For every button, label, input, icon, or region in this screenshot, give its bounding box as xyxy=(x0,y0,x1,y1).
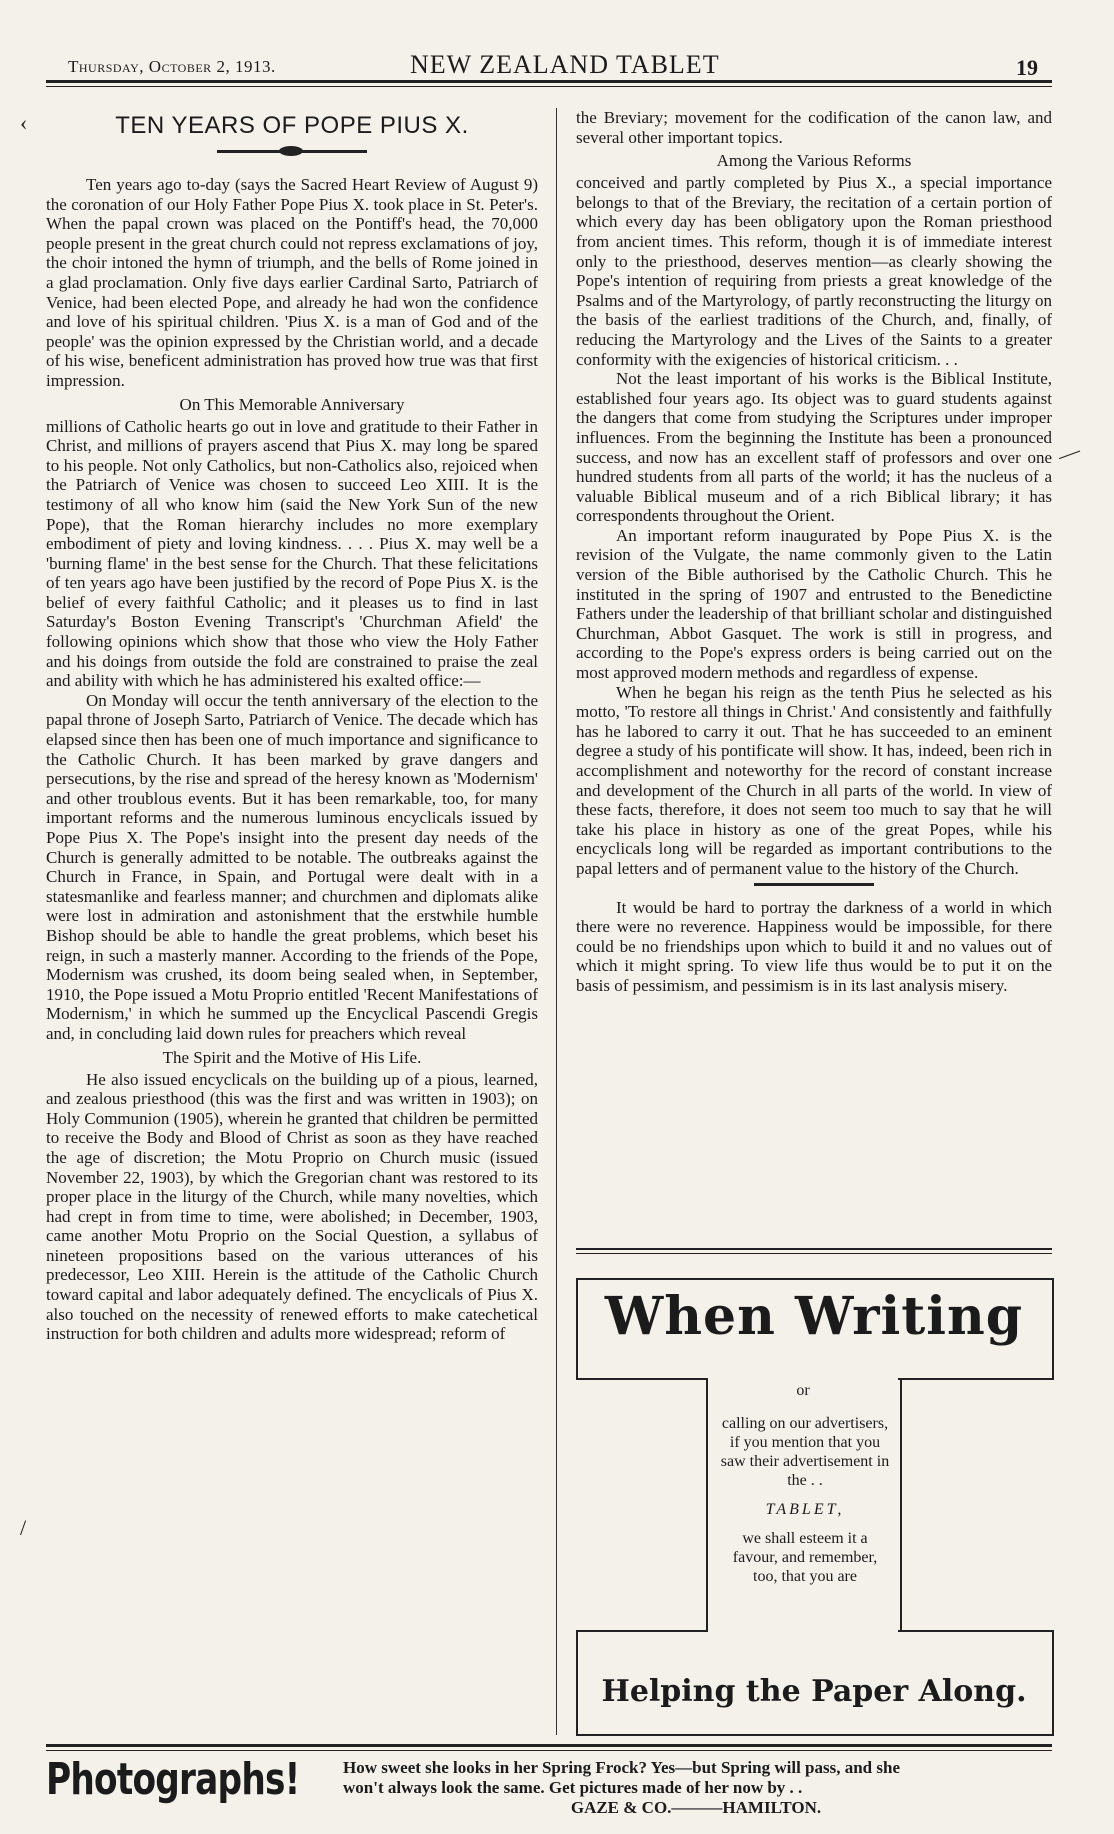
banner-rule-thick xyxy=(46,1744,1052,1747)
subheading-anniversary: On This Memorable Anniversary xyxy=(179,394,405,414)
banner-rule-thin xyxy=(46,1750,1052,1751)
banner-line-2: won't always look the same. Get pictures made of her now by . . xyxy=(343,1778,803,1797)
filler-paragraph: It would be hard to portray the darkness of a world in which there were no reverence. Happiness would be impossible, for there could be no friendships upon which to build it and no values out of which it might spring. To view life thus would be to put it on the basis of pessimism, and pessimism is in its last analysis misery. xyxy=(576,897,1052,995)
left-column xyxy=(46,98,538,1344)
header-rule-thin xyxy=(46,86,1052,87)
advert-heading: When Writing xyxy=(604,1286,1024,1347)
page-number: 19 xyxy=(1016,55,1038,80)
article-paragraph: Ten years ago to-day (says the Sacred Heart Review of August 9) the coronation of our Holy Father Pope Pius X. took place in St. Peter's. When the papal crown was placed on the Pontiff's head, the 70,000 people present in the great church could not repress exclamations of joy, the choir intoned the hymn of triumph, and the bells of Rome joined in a glad proclamation. Only five days earlier Cardinal Sarto, Patriarch of Venice, had been elected Pope, and already he had won the confidence and love of his spiritual children. 'Pius X. is a man of God and of the people' was the opinion expressed by the Christian world, and a decade of his wise, beneficent administration has proved how true was that first impression. xyxy=(46,175,538,390)
article-paragraph: An important reform inaugurated by Pope Pius X. is the revision of the Vulgate, the name commonly given to the Latin version of the Bible authorised by the Catholic Church. This he instituted in the spring of 1907 and entrusted to the Benedictine Fathers under the leadership of that brilliant scholar and distinguished Churchman, Abbot Gasquet. The work is still in progress, and according to the Pope's express orders is being carried out on the most approved modern methods and regardless of expense. xyxy=(576,525,1052,683)
article-paragraph: Not the least important of his works is the Biblical Institute, established four years ago. Its object was to guard students against the dangers that come from studying the Scriptures under improper influences. From the beginning the Institute has been a pronounced success, and now has an excellent staff of professors and over one hundred students from all parts of the world; it has the nucleus of a valuable Biblical museum and of a rich Biblical library; it has correspondents throughout the Orient. xyxy=(576,369,1052,526)
banner-headline: Photographs! xyxy=(46,1754,300,1805)
header-rule-thick xyxy=(46,80,1052,83)
section-end-rule xyxy=(754,883,874,886)
advert-top-rule-thick xyxy=(576,1248,1052,1250)
advert-body xyxy=(720,1414,890,1586)
banner-line-1: How sweet she looks in her Spring Frock? Yes—but Spring will pass, and she xyxy=(343,1758,901,1777)
banner-line-3: GAZE & CO.———HAMILTON. xyxy=(570,1798,822,1817)
margin-mark-top-left: ‹ xyxy=(20,110,28,135)
masthead-title: NEW ZEALAND TABLET xyxy=(410,50,720,79)
article-paragraph: conceived and partly completed by Pius X., a special importance belongs to that of the Breviary, the recitation of a certain portion of which every day has been obligatory upon the Roman priesthood from ancient times. This reform, though it is of immediate interest only to the priesthood, deserves mention—as clearly showing the Pope's intention of requiring from priests a great knowledge of the Psalms and of the Martyrology, of partly reconstructing the liturgy on the basis of the earliest traditions of the Church, and, finally, of reducing the Martyrology and the Lives of the Saints to a greater conformity with the exigencies of historical criticism. . . xyxy=(576,173,1052,369)
article-paragraph: the Breviary; movement for the codification of the canon law, and several other important topics. xyxy=(576,108,1052,147)
banner-copy xyxy=(343,1758,1049,1818)
advert-body-text: calling on our advertisers, if you mention that you saw their advertisement in the . . xyxy=(720,1415,890,1489)
advert-tablet: TABLET, xyxy=(765,1501,845,1518)
article-paragraph: millions of Catholic hearts go out in love and gratitude to their Father in Christ, and millions of prayers ascend that Pius X. may long be spared to his people. Not only Catholics, but non-Catholics also, rejoiced when the Patriarch of Venice was chosen to succeed Leo XIII. It is the testimony of all who know him (said the New York Sun of the new Pope), that the Roman hierarchy includes no more exemplary embodiment of piety and loving kindness. . . . Pius X. may well be a 'burning flame' in the best sense for the Church. That these felicitations of ten years ago have been justified by the record of Pope Pius X. is the belief of every faithful Catholic; and it pleases us to find in last Saturday's Boston Evening Transcript's 'Churchman Afield' the following opinions which show that those who view the Holy Father and his doings from outside the fold are constrained to praise the zeal and ability with which he has administered his exalted office:— xyxy=(46,416,538,691)
subheading-spirit-motive: The Spirit and the Motive of His Life. xyxy=(162,1047,422,1067)
margin-mark-lower-left: / xyxy=(20,1515,27,1540)
article-paragraph: He also issued encyclicals on the building up of a pious, learned, and zealous priesthood (this was the first and was written in 1903); on Holy Communion (1905), wherein he granted that children be permitted to receive the Body and Blood of Christ as soon as they have reached the age of discretion; the Motu Proprio on Church music (issued November 22, 1903), by which the Gregorian chant was restored to its proper place in the liturgy of the Church, while many novelties, which had crept in from time to time, were abolished; in December, 1903, came another Motu Proprio on the Social Question, a syllabus of nineteen propositions based on the various utterances of his predecessor, Leo XIII. Herein is the attitude of the Catholic Church toward capital and labor adequately defined. The encyclicals of Pius X. also touched on the necessity of renewed efforts to make catechetical instruction for both children and adults more widespread; reform of xyxy=(46,1069,538,1344)
advert-top-rule-thin xyxy=(576,1253,1052,1254)
advert-footer: Helping the Paper Along. xyxy=(601,1674,1027,1709)
column-divider xyxy=(556,108,557,1735)
advert-or: or xyxy=(796,1382,810,1399)
advert-when-writing xyxy=(576,1278,1052,1736)
advert-body-text-2: we shall esteem it a favour, and remember, too, that you are xyxy=(732,1530,878,1585)
advert-frame-line xyxy=(576,1378,708,1380)
margin-mark-right-edge: — xyxy=(1054,437,1084,469)
title-ornament-rule xyxy=(217,150,367,153)
right-column xyxy=(576,108,1052,996)
header-date: Thursday, October 2, 1913. xyxy=(68,57,276,76)
advert-frame-line xyxy=(898,1378,1052,1380)
article-paragraph: On Monday will occur the tenth anniversary of the election to the papal throne of Joseph Sarto, Patriarch of Venice. The decade which has elapsed since then has been one of much importance and significance to the Catholic Church. It has been marked by grave dangers and persecutions, by the rise and spread of the heresy known as 'Modernism' and other troublous events. But it has been remarkable, too, for many important reforms and the numerous luminous encyclicals issued by Pope Pius X. The Pope's insight into the present day needs of the Church is generally admitted to be notable. The outbreaks against the Church in France, in Spain, and Portugal were dealt with in a statesmanlike and fearless manner; and churchmen and diplomats alike were lost in admiration and astonishment that the erstwhile humble Bishop should be able to handle the great problems, which beset his reign, in such a masterly manner. According to the friends of the Pope, Modernism was crushed, its doom being sealed when, in September, 1910, the Pope issued a Motu Proprio entitled 'Recent Manifestations of Modernism,' in which he summed up the Encyclical Pascendi Gregis and, in concluding laid down rules for preachers which reveal xyxy=(46,690,538,1043)
article-paragraph: When he began his reign as the tenth Pius he selected as his motto, 'To restore all things in Christ.' And consistently and faithfully has he labored to carry it out. That he has succeeded to an eminent degree a study of his pontificate will show. It has, indeed, been rich in accomplishment and noteworthy for the record of constant increase and development of the Church in all parts of the world. In view of these facts, therefore, it does not seem too much to say that he will take his place in history as one of the great Popes, while his encyclicals long will be regarded as important contributions to the papal letters and of permanent value to the history of the Church. xyxy=(576,682,1052,878)
article-title: TEN YEARS OF POPE PIUS X. xyxy=(115,112,469,139)
subheading-reforms: Among the Various Reforms xyxy=(716,151,912,171)
